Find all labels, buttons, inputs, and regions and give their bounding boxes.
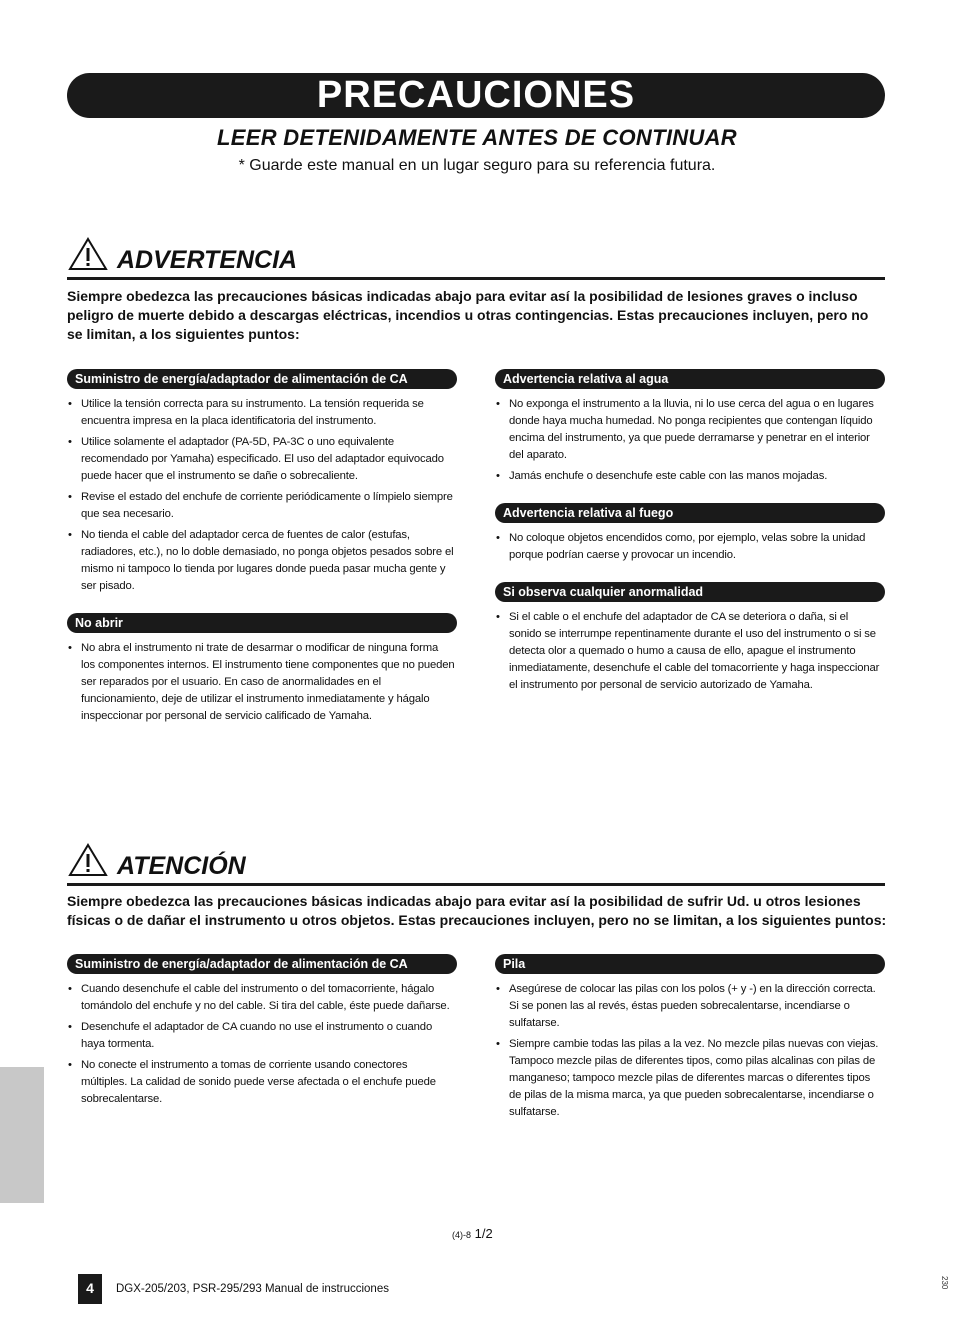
subsection-title: No abrir [67,613,457,633]
bullet-list [67,640,457,725]
atencion-header [67,851,885,886]
advertencia-left-column [67,369,457,743]
lead-heading: LEER DETENIDAMENTE ANTES DE CONTINUAR [217,125,737,150]
side-code: 230 [940,1276,949,1290]
subsection-title: Suministro de energía/adaptador de alimentación de CA [67,954,457,974]
caution-triangle-icon [68,843,108,877]
bullet-item: • Revise el estado del enchufe de corriente periódicamente o límpielo siempre que sea necesario. [81,489,457,523]
bullet-item: • No tienda el cable del adaptador cerca de fuentes de calor (estufas, radiadores, etc.), no lo doble demasiado, no ponga objetos pesados sobre el mismo ni tampoco lo tienda por lugares donde pueda pasar mucha gente y ser pisado. [81,527,457,595]
page-number: 4 [78,1274,102,1304]
bullet-item: • Jamás enchufe o desenchufe este cable con las manos mojadas. [509,468,885,485]
bullet-item: • Utilice la tensión correcta para su instrumento. La tensión requerida se encuentra impresa en la placa identificatoria del instrumento. [81,396,457,430]
bullet-list [495,981,885,1121]
bullet-item: • Asegúrese de colocar las pilas con los polos (+ y -) en la dirección correcta. Si se ponen las al revés, éstas pueden sobrecalentarse, incendiarse o sulfatarse. [509,981,885,1032]
atencion-intro: Siempre obedezca las precauciones básicas indicadas abajo para evitar así la posibilidad de sufrir Ud. u otros lesiones físicas o de dañar el instrumento u otros objetos. Estas precauciones incluyen, pero no se limitan, a los siguientes puntos: [67,893,887,928]
advertencia-intro: Siempre obedezca las precauciones básicas indicadas abajo para evitar así la posibilidad de lesiones graves o incluso peligro de muerte debido a descargas eléctricas, incendios u otras contingencias. Estas precauciones incluyen, pero no se limitan, a los siguientes puntos: [67,288,869,342]
subsection-title: Si observa cualquier anormalidad [495,582,885,602]
title-bar [67,73,885,118]
bullet-item: • No abra el instrumento ni trate de desarmar o modificar de ninguna forma los componentes internos. El instrumento tiene componentes que no pueden ser reparados por el usuario. En caso de anormalidades en el funcionamiento, deje de utilizar el instrumento inmediatamente y hágalo inspeccionar por personal de servicio calificado de Yamaha. [81,640,457,725]
bullet-item: • No exponga el instrumento a la lluvia, ni lo use cerca del agua o en lugares donde haya mucha humedad. No ponga recipientes que contengan líquido encima del instrumento, ya que puede derramarse y penetrar en el interior del aparato. [509,396,885,464]
bullet-list [495,396,885,485]
subsection-title: Pila [495,954,885,974]
bullet-item: • Cuando desenchufe el cable del instrumento o del tomacorriente, hágalo tomándolo del enchufe y no del cable. Si tira del cable, éste puede dañarse. [81,981,457,1015]
page-title: PRECAUCIONES [316,74,636,116]
subsection-title: Advertencia relativa al fuego [495,503,885,523]
atencion-left-column [67,954,457,1126]
atencion-heading: ATENCIÓN [117,852,246,880]
bullet-item: • Desenchufe el adaptador de CA cuando no use el instrumento o cuando haya tormenta. [81,1019,457,1053]
subsection-title: Advertencia relativa al agua [495,369,885,389]
bullet-item: • Siempre cambie todas las pilas a la vez. No mezcle pilas nuevas con viejas. Tampoco mezcle pilas de diferentes tipos, como pilas alcalinas con pilas de manganeso; tampoco mezcle pilas de diferentes marcas o diferentes tipos de pilas de la misma marca, ya que pueden sobrecalentarse, incendiarse o sulfatarse. [509,1036,885,1121]
advertencia-right-column [495,369,885,712]
bullet-item: • Si el cable o el enchufe del adaptador de CA se deteriora o daña, si el sonido se interrumpe repentinamente durante el uso del instrumento o si se detecta olor a quemado o humo a causa de ello, apague el instrumento inmediatamente, desenchufe el cable del tomacorriente y haga inspeccionar el instrumento por personal de servicio autorizado de Yamaha. [509,609,885,694]
bullet-list [67,396,457,595]
bullet-list [495,609,885,694]
advertencia-heading: ADVERTENCIA [117,246,298,274]
bullet-item: • Utilice solamente el adaptador (PA-5D, PA-3C o uno equivalente recomendado por Yamaha) especificado. El uso del adaptador equivocado puede hacer que el instrumento se dañe o sobrecaliente. [81,434,457,485]
advertencia-header [67,245,885,280]
bullet-item: • No conecte el instrumento a tomas de corriente usando conectores múltiples. La calidad de sonido puede verse afectada o el enchufe puede sobrecalentarse. [81,1057,457,1108]
subsection-title: Suministro de energía/adaptador de alimentación de CA [67,369,457,389]
warning-triangle-icon [68,237,108,271]
page-reference [452,1226,493,1241]
bullet-list [67,981,457,1108]
storage-note: * Guarde este manual en un lugar seguro para su referencia futura. [238,157,716,174]
footer-manual-title: DGX-205/203, PSR-295/293 Manual de instrucciones [116,1283,389,1295]
page-reference-fraction: 1/2 [474,1226,493,1241]
bullet-item: • No coloque objetos encendidos como, por ejemplo, velas sobre la unidad porque podrían caerse y provocar un incendio. [509,530,885,564]
side-tab [0,1067,44,1203]
page-reference-code: (4)-8 [452,1230,472,1240]
atencion-right-column [495,954,885,1139]
bullet-list [495,530,885,564]
